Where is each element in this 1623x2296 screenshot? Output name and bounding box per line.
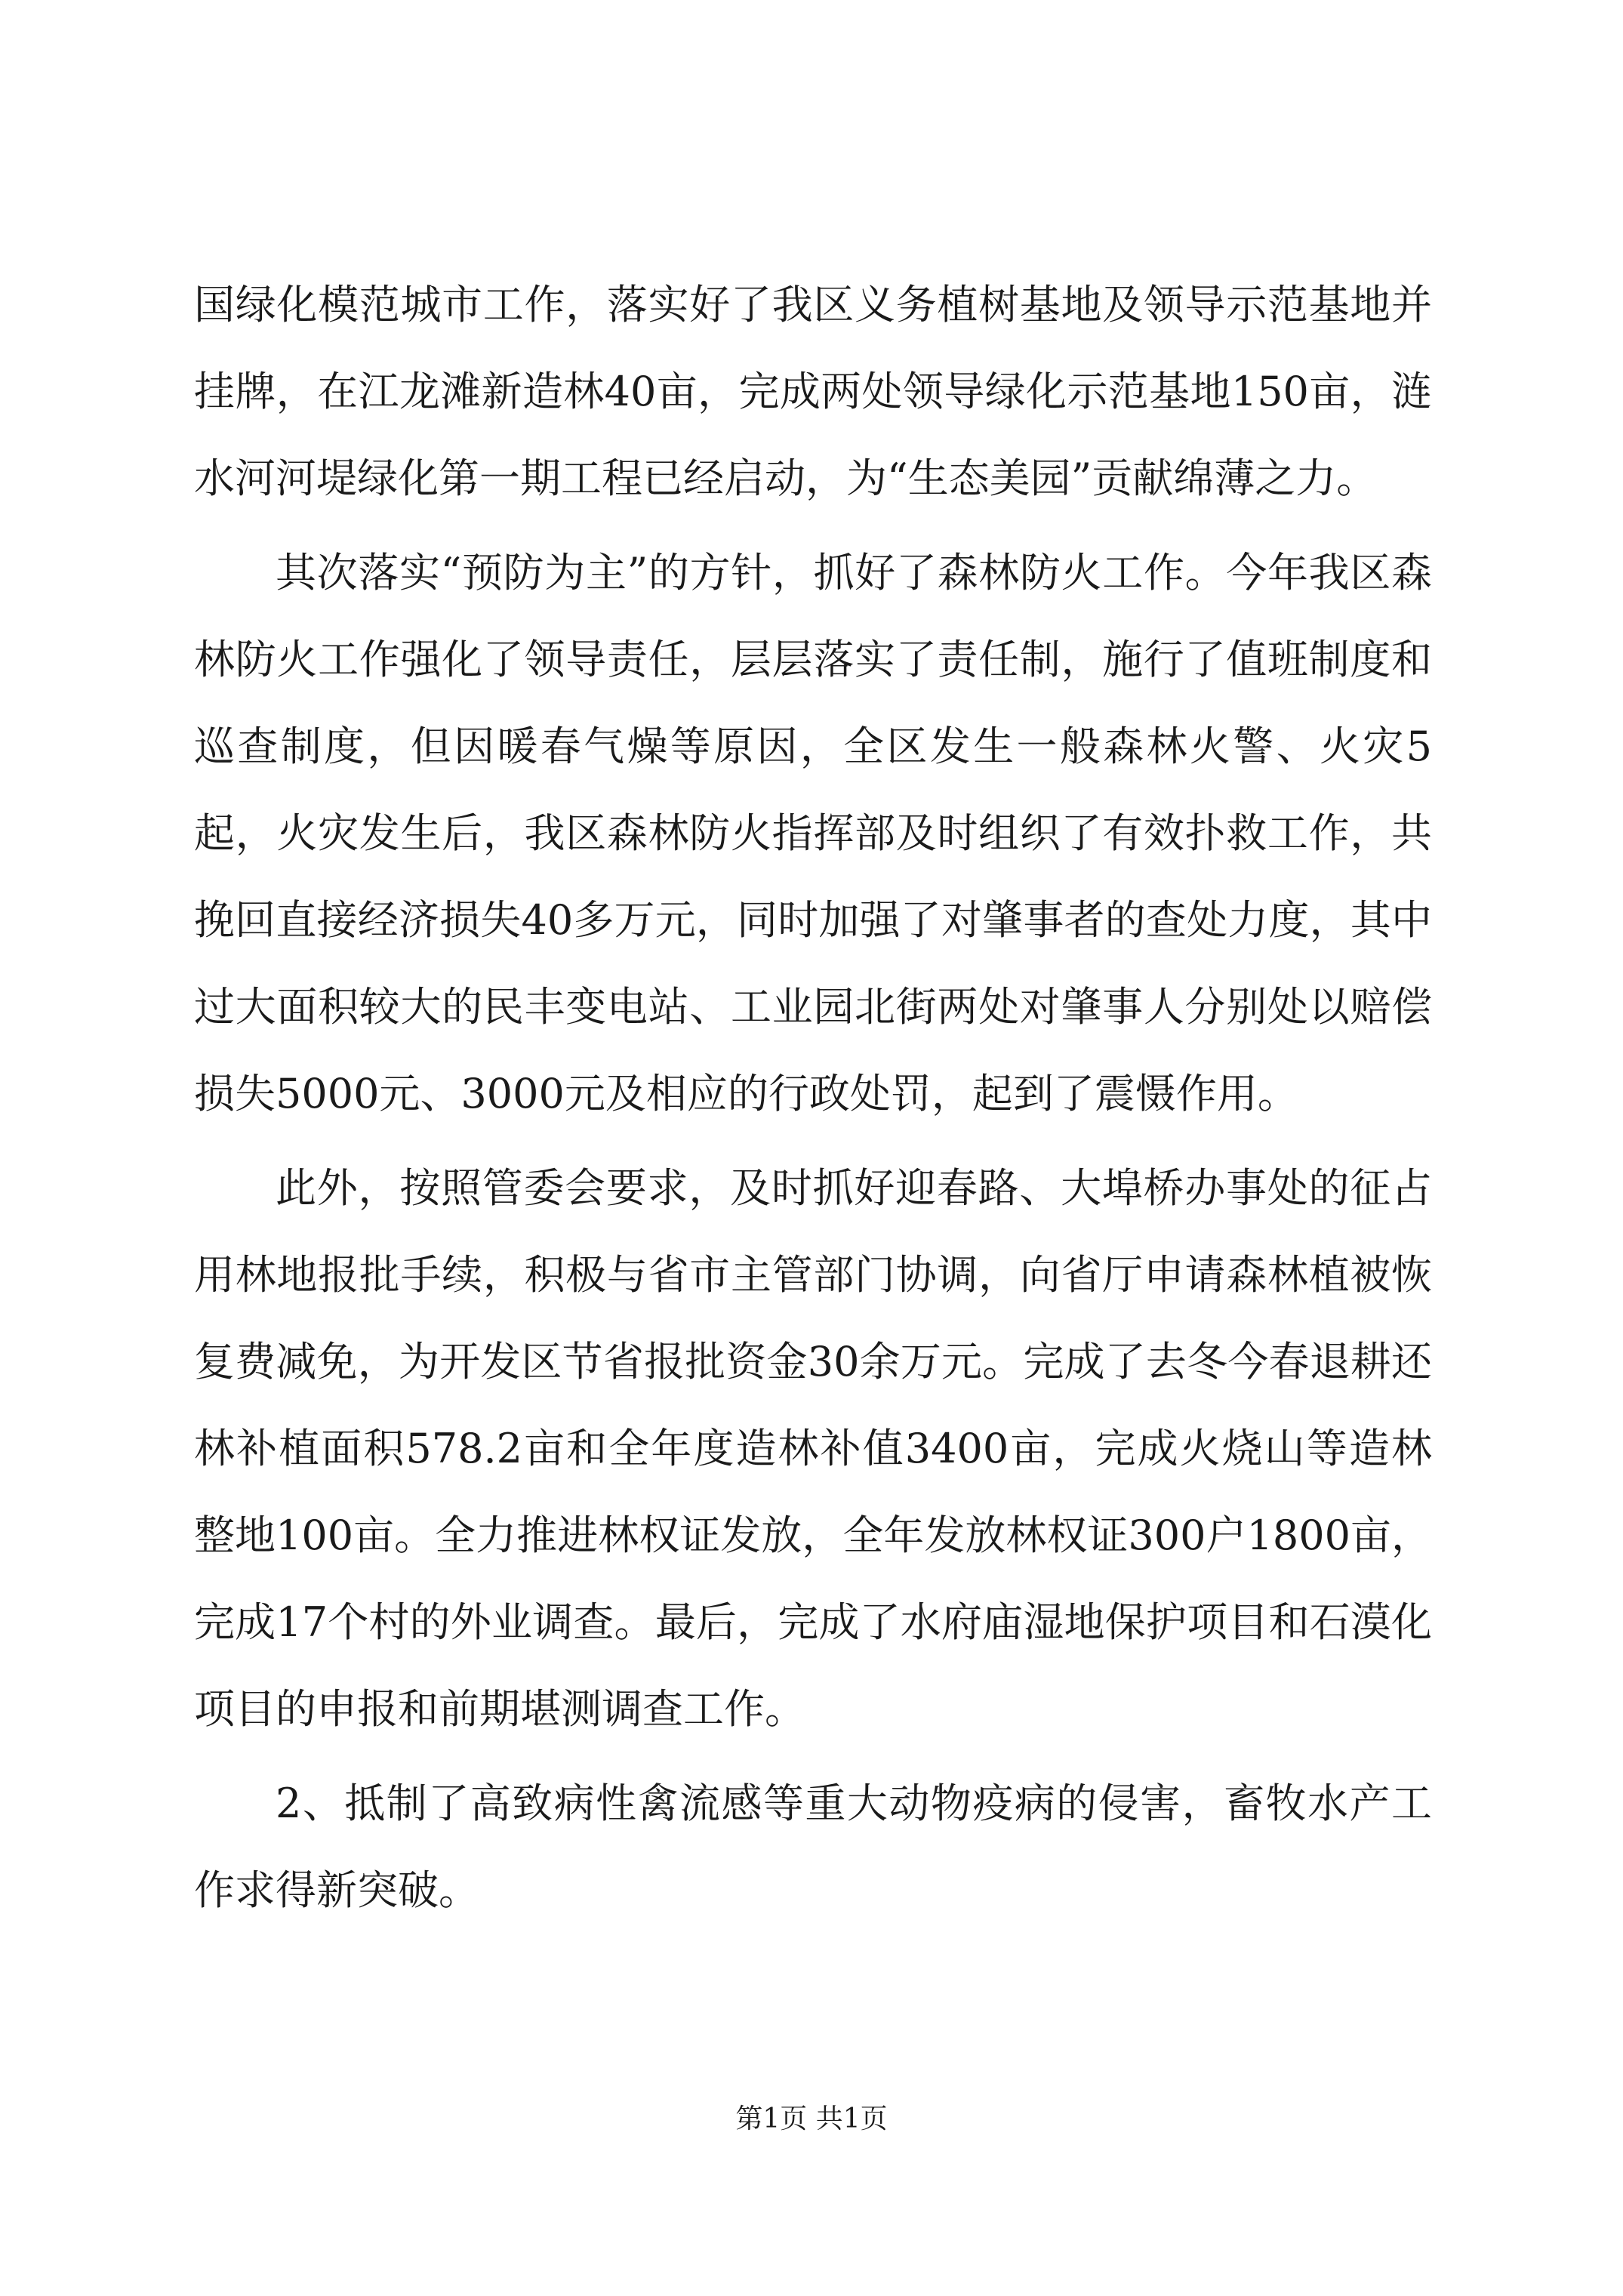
paragraph-greening: 国绿化模范城市工作，落实好了我区义务植树基地及领导示范基地并挂牌，在江龙滩新造林40亩，完成两处领导绿化示范基地150亩，涟水河河堤绿化第一期工程已经启动，为“生态美园”贡献绵薄之力。 (194, 281, 1432, 502)
paragraph-fire-prevention: 其次落实“预防为主”的方针，抓好了森林防火工作。今年我区森林防火工作强化了领导责任，层层落实了责任制，施行了值班制度和巡查制度，但因暖春气燥等原因，全区发生一般森林火警、火灾5起，火灾发生后，我区森林防火指挥部及时组织了有效扑救工作，共挽回直接经济损失40多万元，同时加强了对肇事者的查处力度，其中过大面积较大的民丰变电站、工业园北街两处对肇事人分别处以赔偿损失5000元、3000元及相应的行政处罚，起到了震慑作用。 (194, 549, 1432, 1117)
paragraph-animal-disease: 2、抵制了高致病性禽流感等重大动物疫病的侵害，畜牧水产工作求得新突破。 (194, 1780, 1432, 1914)
document-body (194, 261, 1432, 1934)
paragraph-forest-land: 此外，按照管委会要求，及时抓好迎春路、大埠桥办事处的征占用林地报批手续，积极与省市主管部门协调，向省厅申请森林植被恢复费减免，为开发区节省报批资金30余万元。完成了去冬今春退耕还林补植面积578.2亩和全年度造林补值3400亩，完成火烧山等造林整地100亩。全力推进林权证发放，全年发放林权证300户1800亩，完成17个村的外业调查。最后，完成了水府庙湿地保护项目和石漠化项目的申报和前期堪测调查工作。 (194, 1164, 1432, 1733)
page-footer: 第1页 共1页 (735, 2103, 888, 2134)
